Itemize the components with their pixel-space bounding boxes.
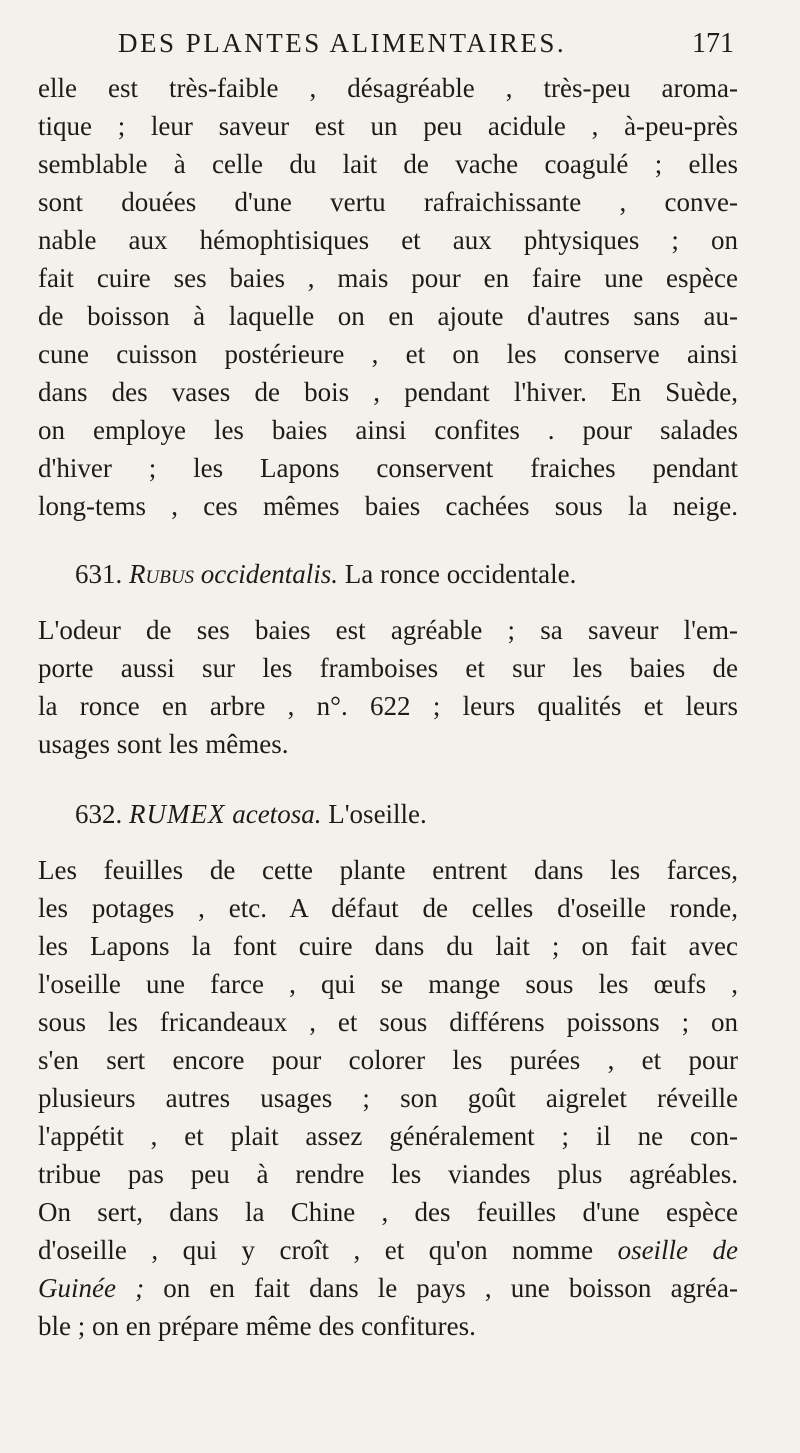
entry-heading-632: [75, 796, 775, 832]
text-line: tribue pas peu à rendre les viandes plus agréables.: [38, 1159, 738, 1189]
text-line: on employe les baies ainsi confites . pour salades: [38, 415, 738, 445]
text-line: On sert, dans la Chine , des feuilles d'une espèce: [38, 1197, 738, 1227]
text-line: elle est très-faible , désagréable , très-peu aroma-: [38, 73, 738, 103]
text-line: la ronce en arbre , n°. 622 ; leurs qualités et leurs: [38, 691, 738, 721]
entry-genus: Rubus: [129, 559, 195, 589]
text-line: L'odeur de ses baies est agréable ; sa saveur l'em-: [38, 615, 738, 645]
text-line: usages sont les mêmes.: [38, 729, 289, 759]
text-line: cune cuisson postérieure , et on les conserve ainsi: [38, 339, 738, 369]
italic-term: Guinée ;: [38, 1273, 145, 1303]
text-segment: d'oseille , qui y croît , et qu'on nomme: [38, 1235, 594, 1265]
text-line: les Lapons la font cuire dans du lait ; on fait avec: [38, 931, 738, 961]
text-line: sont douées d'une vertu rafraichissante , conve-: [38, 187, 738, 217]
text-line: porte aussi sur les framboises et sur les baies de: [38, 653, 738, 683]
text-line: fait cuire ses baies , mais pour en faire une espèce: [38, 263, 738, 293]
text-line: les potages , etc. A défaut de celles d'oseille ronde,: [38, 893, 738, 923]
text-line: semblable à celle du lait de vache coagulé ; elles: [38, 149, 738, 179]
entry-heading-631: [75, 556, 775, 592]
text-segment: on en fait dans le pays , une boisson agréa-: [163, 1273, 738, 1303]
text-line-mixed: [38, 1232, 738, 1268]
text-line: Les feuilles de cette plante entrent dans les farces,: [38, 855, 738, 885]
text-line: l'oseille une farce , qui se mange sous les œufs ,: [38, 969, 738, 999]
text-line: ble ; on en prépare même des confitures.: [38, 1311, 476, 1341]
text-line: l'appétit , et plait assez généralement ; il ne con-: [38, 1121, 738, 1151]
entry-number: 632.: [75, 799, 123, 829]
entry-species: acetosa.: [232, 799, 322, 829]
text-line: de boisson à laquelle on en ajoute d'autres sans au-: [38, 301, 738, 331]
page-number: 171: [692, 28, 734, 59]
entry-number: 631.: [75, 559, 123, 589]
text-line: sous les fricandeaux , et sous différens poissons ; on: [38, 1007, 738, 1037]
page-header: [40, 28, 740, 68]
italic-term: oseille de: [617, 1235, 739, 1265]
text-line-mixed: [38, 1270, 738, 1306]
text-line: nable aux hémophtisiques et aux phtysiques ; on: [38, 225, 738, 255]
text-line: tique ; leur saveur est un peu acidule , à-peu-près: [38, 111, 738, 141]
entry-common-name: La ronce occidentale.: [344, 559, 577, 589]
text-line: d'hiver ; les Lapons conservent fraiches pendant: [38, 453, 738, 483]
running-title: DES PLANTES ALIMENTAIRES.: [118, 28, 567, 58]
text-line: long-tems , ces mêmes baies cachées sous la neige.: [38, 491, 738, 521]
text-line: plusieurs autres usages ; son goût aigrelet réveille: [38, 1083, 738, 1113]
text-line: s'en sert encore pour colorer les purées , et pour: [38, 1045, 738, 1075]
entry-species: occidentalis.: [200, 559, 339, 589]
entry-genus: RUMEX: [129, 799, 226, 829]
text-line: dans des vases de bois , pendant l'hiver. En Suède,: [38, 377, 738, 407]
entry-common-name: L'oseille.: [328, 799, 427, 829]
